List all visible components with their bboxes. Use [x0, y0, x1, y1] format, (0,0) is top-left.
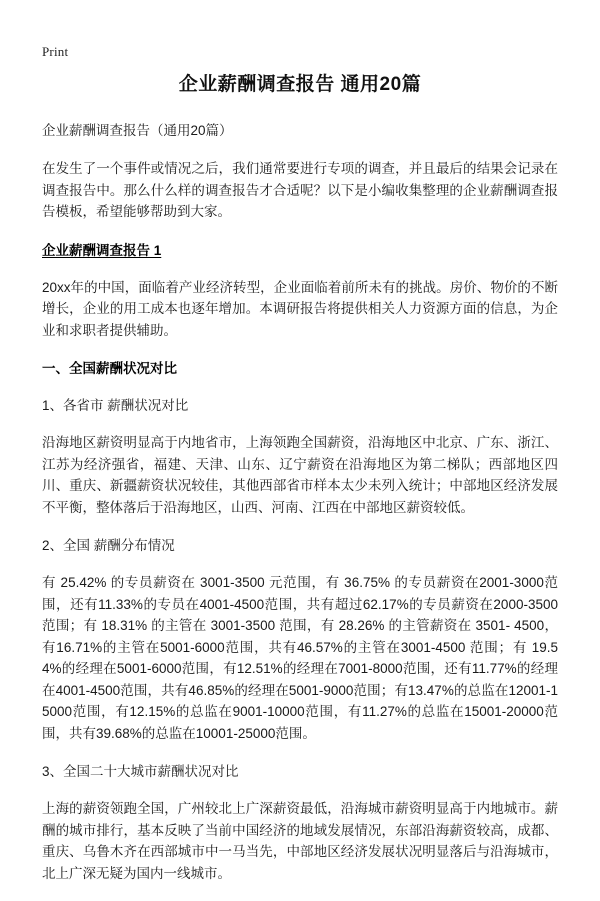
print-button[interactable]: Print — [42, 44, 69, 59]
subsection-body-1-3: 上海的薪资领跑全国，广州较北上广深薪资最低，沿海城市薪资明显高于内地城市。薪酬的城市排行，基本反映了当前中国经济的地域发展情况，东部沿海薪资较高，成都、重庆、乌鲁木齐在西部城市中一马当先，中部地区经济发展状况明显落后与沿海城市，北上广深无疑为国内一线城市。 — [42, 801, 558, 881]
subsection-heading-1-1: 1、各省市 薪酬状况对比 — [42, 398, 189, 413]
subsection-body-1-2: 有 25.42% 的专员薪资在 3001-3500 元范围，有 36.75% 的专员薪资在2001-3000范围，还有11.33%的专员在4001-4500范围，共有超过62.17%的专员薪资在2000-3500范围；有 18.31% 的主管在 3001-3500 范围，有 28.26% 的主管薪资在 3501- 4500，有16.71%的主管在5001-6000范围，共有46.57%的主管在3001-4500 范围；有 19.54%的经理在5001-6000范围，有12.51%的经理在7001-8000范围，还有11.77%的经理在4001-4500范围，共有46.85%的经理在5001-9000范围；有13.47%的总监在12001-15000范围，有12.15%的总监在9001-10000范围，有11.27%的总监在15001-20000范围，共有39.68%的总监在10001-25000范围。 — [42, 575, 558, 741]
report-heading: 企业薪酬调查报告 1 — [42, 242, 162, 258]
intro-paragraph: 在发生了一个事件或情况之后，我们通常要进行专项的调查，并且最后的结果会记录在调查报告中。那么什么样的调查报告才合适呢？以下是小编收集整理的企业薪酬调查报告模板，希望能够帮助到大家。 — [42, 161, 558, 219]
section-heading-1: 一、全国薪酬状况对比 — [42, 361, 177, 376]
document-subtitle: 企业薪酬调查报告（通用20篇） — [42, 123, 233, 138]
document-body — [42, 72, 558, 901]
report-intro-paragraph: 20xx年的中国，面临着产业经济转型，企业面临着前所未有的挑战。房价、物价的不断增长，企业的用工成本也逐年增加。本调研报告将提供相关人力资源方面的信息，为企业和求职者提供辅助。 — [42, 279, 558, 338]
page-title: 企业薪酬调查报告 通用20篇 — [178, 74, 422, 95]
subsection-heading-1-3: 3、全国二十大城市薪酬状况对比 — [42, 764, 239, 779]
subsection-body-1-1: 沿海地区薪资明显高于内地省市，上海领跑全国薪资，沿海地区中北京、广东、浙江、江苏为经济强省，福建、天津、山东、辽宁薪资在沿海地区为第二梯队；西部地区四川、重庆、新疆薪资状况较佳，其他西部省市样本太少未列入统计；中部地区经济发展不平衡，整体落后于沿海地区，山西、河南、江西在中部地区薪资较低。 — [42, 435, 558, 515]
subsection-heading-1-2: 2、全国 薪酬分布情况 — [42, 538, 175, 553]
